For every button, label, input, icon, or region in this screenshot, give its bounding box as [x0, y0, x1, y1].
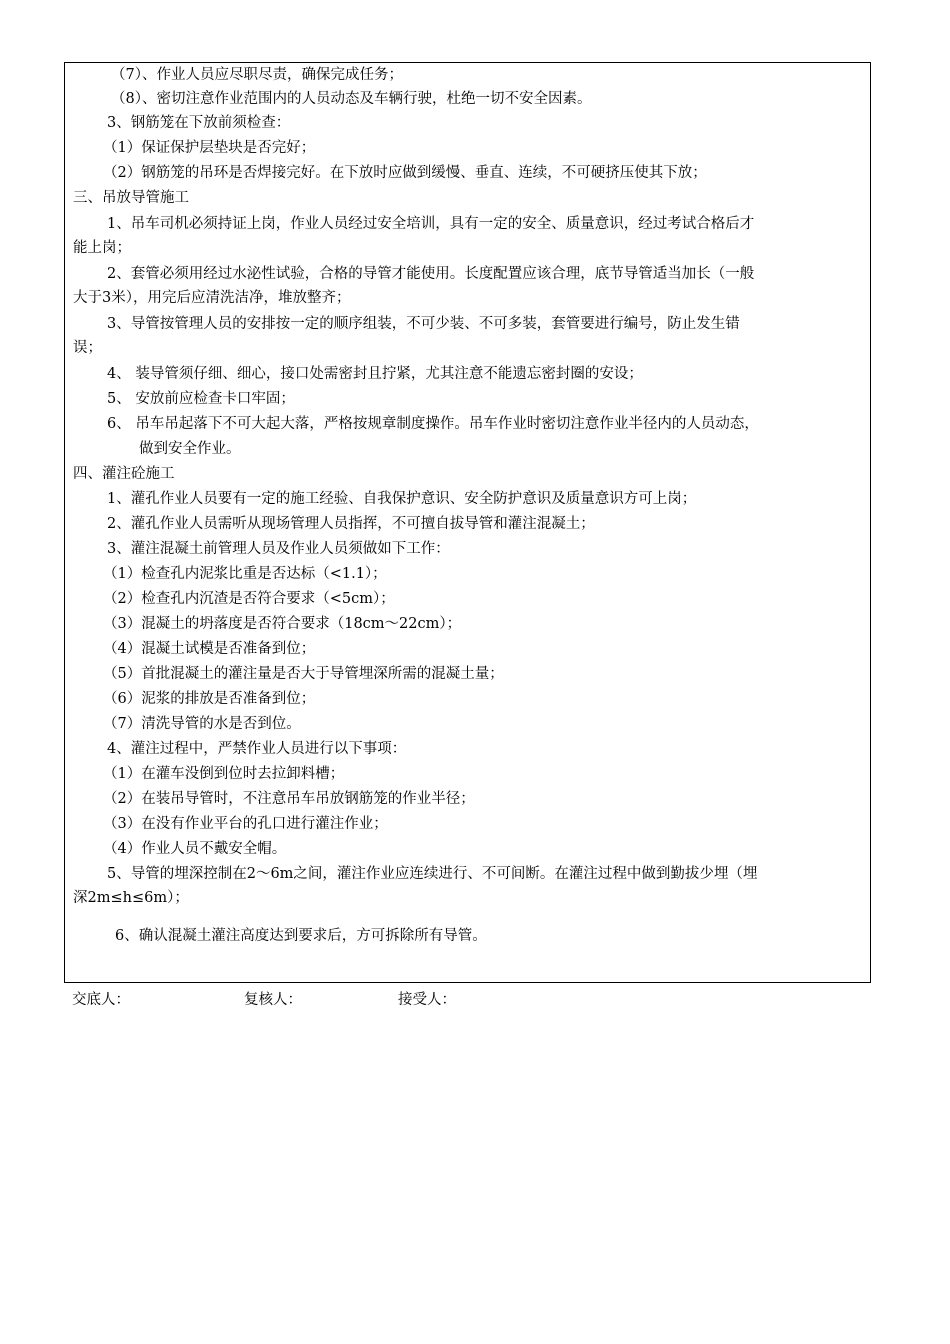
document-frame [64, 62, 871, 983]
text-line: （3）混凝土的坍落度是否符合要求（18cm～22cm）； [103, 616, 462, 632]
text-line: 深2m≤h≤6m）； [73, 890, 189, 906]
text-line: （7）、作业人员应尽职尽责，确保完成任务； [111, 67, 403, 83]
text-line: 做到安全作业。 [139, 441, 241, 457]
text-line: （2）在装吊导管时，不注意吊车吊放钢筋笼的作业半径； [103, 791, 475, 807]
text-line: （1）保证保护层垫块是否完好； [103, 140, 316, 156]
text-line: （8）、密切注意作业范围内的人员动态及车辆行驶，杜绝一切不安全因素。 [111, 91, 592, 107]
receiver-label: 接受人： [398, 992, 456, 1008]
text-line: 6、 吊车吊起落下不可大起大落，严格按规章制度操作。吊车作业时密切注意作业半径内的人员动态， [107, 416, 759, 432]
text-line: 3、钢筋笼在下放前须检查： [107, 115, 291, 131]
text-line: （1）检查孔内泥浆比重是否达标（<1.1）； [103, 566, 387, 582]
text-line: 能上岗； [73, 240, 131, 256]
text-line: （6）泥浆的排放是否准备到位； [103, 691, 316, 707]
text-line: （4）作业人员不戴安全帽。 [103, 841, 287, 857]
text-line: （1）在灌车没倒到位时去拉卸料槽； [103, 766, 345, 782]
text-line: 5、 安放前应检查卡口牢固； [107, 391, 295, 407]
presenter-label: 交底人： [72, 992, 130, 1008]
text-line: 5、导管的埋深控制在2～6m之间，灌注作业应连续进行、不可间断。在灌注过程中做到勤拔少埋（埋 [107, 866, 758, 882]
text-line: 1、灌孔作业人员要有一定的施工经验、自我保护意识、安全防护意识及质量意识方可上岗； [107, 491, 697, 507]
text-line: 误； [73, 340, 102, 356]
text-line: 1、吊车司机必须持证上岗，作业人员经过安全培训，具有一定的安全、质量意识，经过考试合格后才 [107, 216, 755, 232]
text-line: （4）混凝土试模是否准备到位； [103, 641, 316, 657]
section-heading: 四、灌注砼施工 [73, 466, 175, 482]
text-line: （3）在没有作业平台的孔口进行灌注作业； [103, 816, 388, 832]
text-line: （5）首批混凝土的灌注量是否大于导管埋深所需的混凝土量； [103, 666, 504, 682]
text-line: 2、灌孔作业人员需听从现场管理人员指挥，不可擅自拔导管和灌注混凝土； [107, 516, 595, 532]
text-line: 2、套管必须用经过水泌性试验，合格的导管才能使用。长度配置应该合理，底节导管适当加长（一般 [107, 266, 755, 282]
section-heading: 三、吊放导管施工 [73, 190, 189, 206]
text-line: 3、灌注混凝土前管理人员及作业人员须做如下工作： [107, 541, 450, 557]
text-line: 6、确认混凝土灌注高度达到要求后，方可拆除所有导管。 [115, 928, 487, 944]
text-line: 4、 装导管须仔细、细心，接口处需密封且拧紧，尤其注意不能遗忘密封圈的安设； [107, 366, 643, 382]
text-line: 3、导管按管理人员的安排按一定的顺序组装，不可少装、不可多装，套管要进行编号，防止发生错 [107, 316, 740, 332]
text-line: （2）检查孔内沉渣是否符合要求（<5cm）； [103, 591, 395, 607]
reviewer-label: 复核人： [244, 992, 302, 1008]
text-line: （2）钢筋笼的吊环是否焊接完好。在下放时应做到缓慢、垂直、连续，不可硬挤压使其下放； [103, 165, 707, 181]
text-line: 4、灌注过程中，严禁作业人员进行以下事项： [107, 741, 407, 757]
text-line: （7）清洗导管的水是否到位。 [103, 716, 301, 732]
text-line: 大于3米），用完后应清洗洁净，堆放整齐； [73, 290, 351, 306]
